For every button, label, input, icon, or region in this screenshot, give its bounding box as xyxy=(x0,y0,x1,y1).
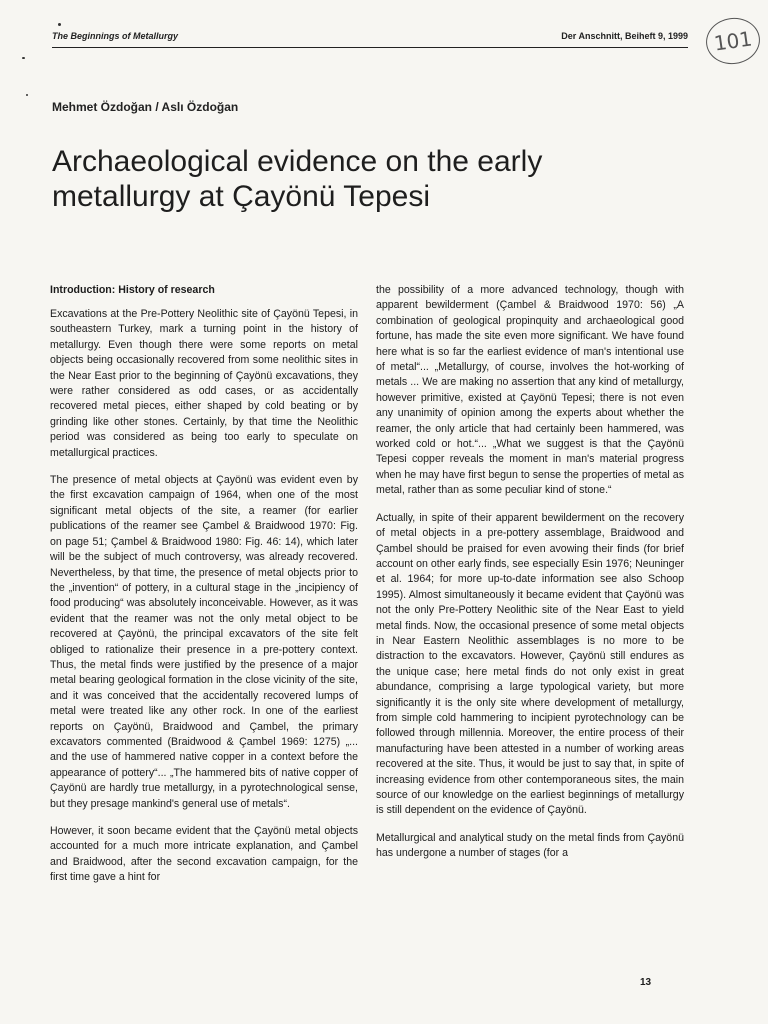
article-title: Archaeological evidence on the early metallurgy at Çayönü Tepesi xyxy=(52,145,543,213)
scan-speck xyxy=(22,57,25,59)
right-column xyxy=(376,283,684,874)
paragraph: the possibility of a more advanced technology, though with apparent bewilderment (Çambel & Braidwood 1970: 56) „A combination of geological propinquity and archaeological good fortune, has made the site even more significant. We have found here what is so far the earliest evidence of man's intentional use of metal“... „Metallurgy, of course, involves the hot-working of metals ... We are making no assertion that any kind of metallurgy, however primitive, existed at Çayönü Tepesi; there is not even any unanimity of opinion among the experts about whether the reamer, the only article that had certainly been hammered, was worked cold or hot.“... „What we suggest is that the Çayönü Tepesi copper reveals the moment in man's material progress when he may have first begun to sense the properties of metal as metal, rather than as some peculiar kind of stone.“ xyxy=(376,284,684,497)
paragraph: However, it soon became evident that the Çayönü metal objects accounted for a much more intricate explanation, and Çambel and Braidwood, after the second excavation campaign, for the first time gave a hint for xyxy=(50,825,358,884)
authors: Mehmet Özdoğan / Aslı Özdoğan xyxy=(52,100,239,114)
paragraph: The presence of metal objects at Çayönü was evident even by the first excavation campaign of 1964, when one of the most significant metal objects of the site, a reamer (for earlier publications of the reamer see Çambel & Braidwood 1970: Fig. on page 51; Çambel & Braidwood 1980: Fig. 46: 14), which later will be the subject of much controversy, was already recovered. Nevertheless, by that time, the presence of metal objects prior to the „invention“ of pottery, in a cultural stage in the „incipiency of food producing“ was absolutely inconceivable. However, as it was evident that the reamer was not the only metal object to be recovered at Çayönü, the principal excavators of the site felt obliged to rationalize their presence in a pre-pottery context. Thus, the metal finds were justified by the presence of a major metal bearing geological formation in the close vicinity of the site, and it was conceived that the accidentally recovered lumps of metal were treated like any other rock. In one of the earliest reports on Çayönü, Braidwood and Çambel, the primary excavators commented (Braidwood & Çambel 1969: 1275) „... and the use of hammered native copper in a context before the appearance of pottery“... „The hammered bits of native copper of Çayönü are hardly true metallurgy, in a pyrotechnological sense, but they presage mankind's general use of metals“. xyxy=(50,474,358,810)
paragraph: Excavations at the Pre-Pottery Neolithic site of Çayönü Tepesi, in southeastern Turkey, mark a turning point in the history of metallurgy. Even though there were some reports on metal objects being occasionally recovered from some neolithic sites in the Near East prior to the beginning of Çayönü excavations, they were rather considered as odd cases, or as accidentally recovered metal pieces, either shaped by cold beating or by grinding like other stones. Certainly, by that time the Neolithic period was considered as being too early to speculate on metallurgical practices. xyxy=(50,308,358,459)
journal-series-title: The Beginnings of Metallurgy xyxy=(52,31,179,41)
paragraph: Actually, in spite of their apparent bewilderment on the recovery of metal objects in a pre-pottery assemblage, Braidwood and Çambel should be praised for even avowing their finds (for brief account on other early finds, see especially Esin 1976; Neuninger et al. 1964; for more up-to-date information see also Schoop 1995). Almost simultaneously it became evident that Çayönü was not the only Pre-Pottery Neolithic site of the Near East to yield metal finds. Now, the occasional presence of some metal objects in Near Eastern Neolithic assemblages is no more to be distraction to the excavators. However, Çayönü still endures as the unique case; here metal finds do not only exist in great abundance, comprising a large typological variety, but more significantly it is the only site where development of metallurgy, from simple cold hammering to incipient pyrotechnology can be followed through millennia. Moreover, the entire process of their manufacturing have been attested in a number of working areas recovered at the site. Thus, it would be just to say that, in spite of increasing evidence from other contemporaneous sites, the main source of our knowledge on the earliest beginnings of metallurgy is still dependent on the evidence of Çayönü. xyxy=(376,511,684,817)
left-column xyxy=(50,283,358,898)
journal-issue: Der Anschnitt, Beiheft 9, 1999 xyxy=(561,31,688,41)
handwritten-page-number: 101 xyxy=(703,14,763,67)
paragraph: Metallurgical and analytical study on the metal finds from Çayönü has undergone a number of stages (for a xyxy=(376,831,684,860)
page-number: 13 xyxy=(640,977,652,988)
scan-speck xyxy=(26,94,28,96)
running-header xyxy=(52,31,688,48)
scan-speck xyxy=(58,23,61,26)
section-heading: Introduction: History of research xyxy=(50,284,215,296)
